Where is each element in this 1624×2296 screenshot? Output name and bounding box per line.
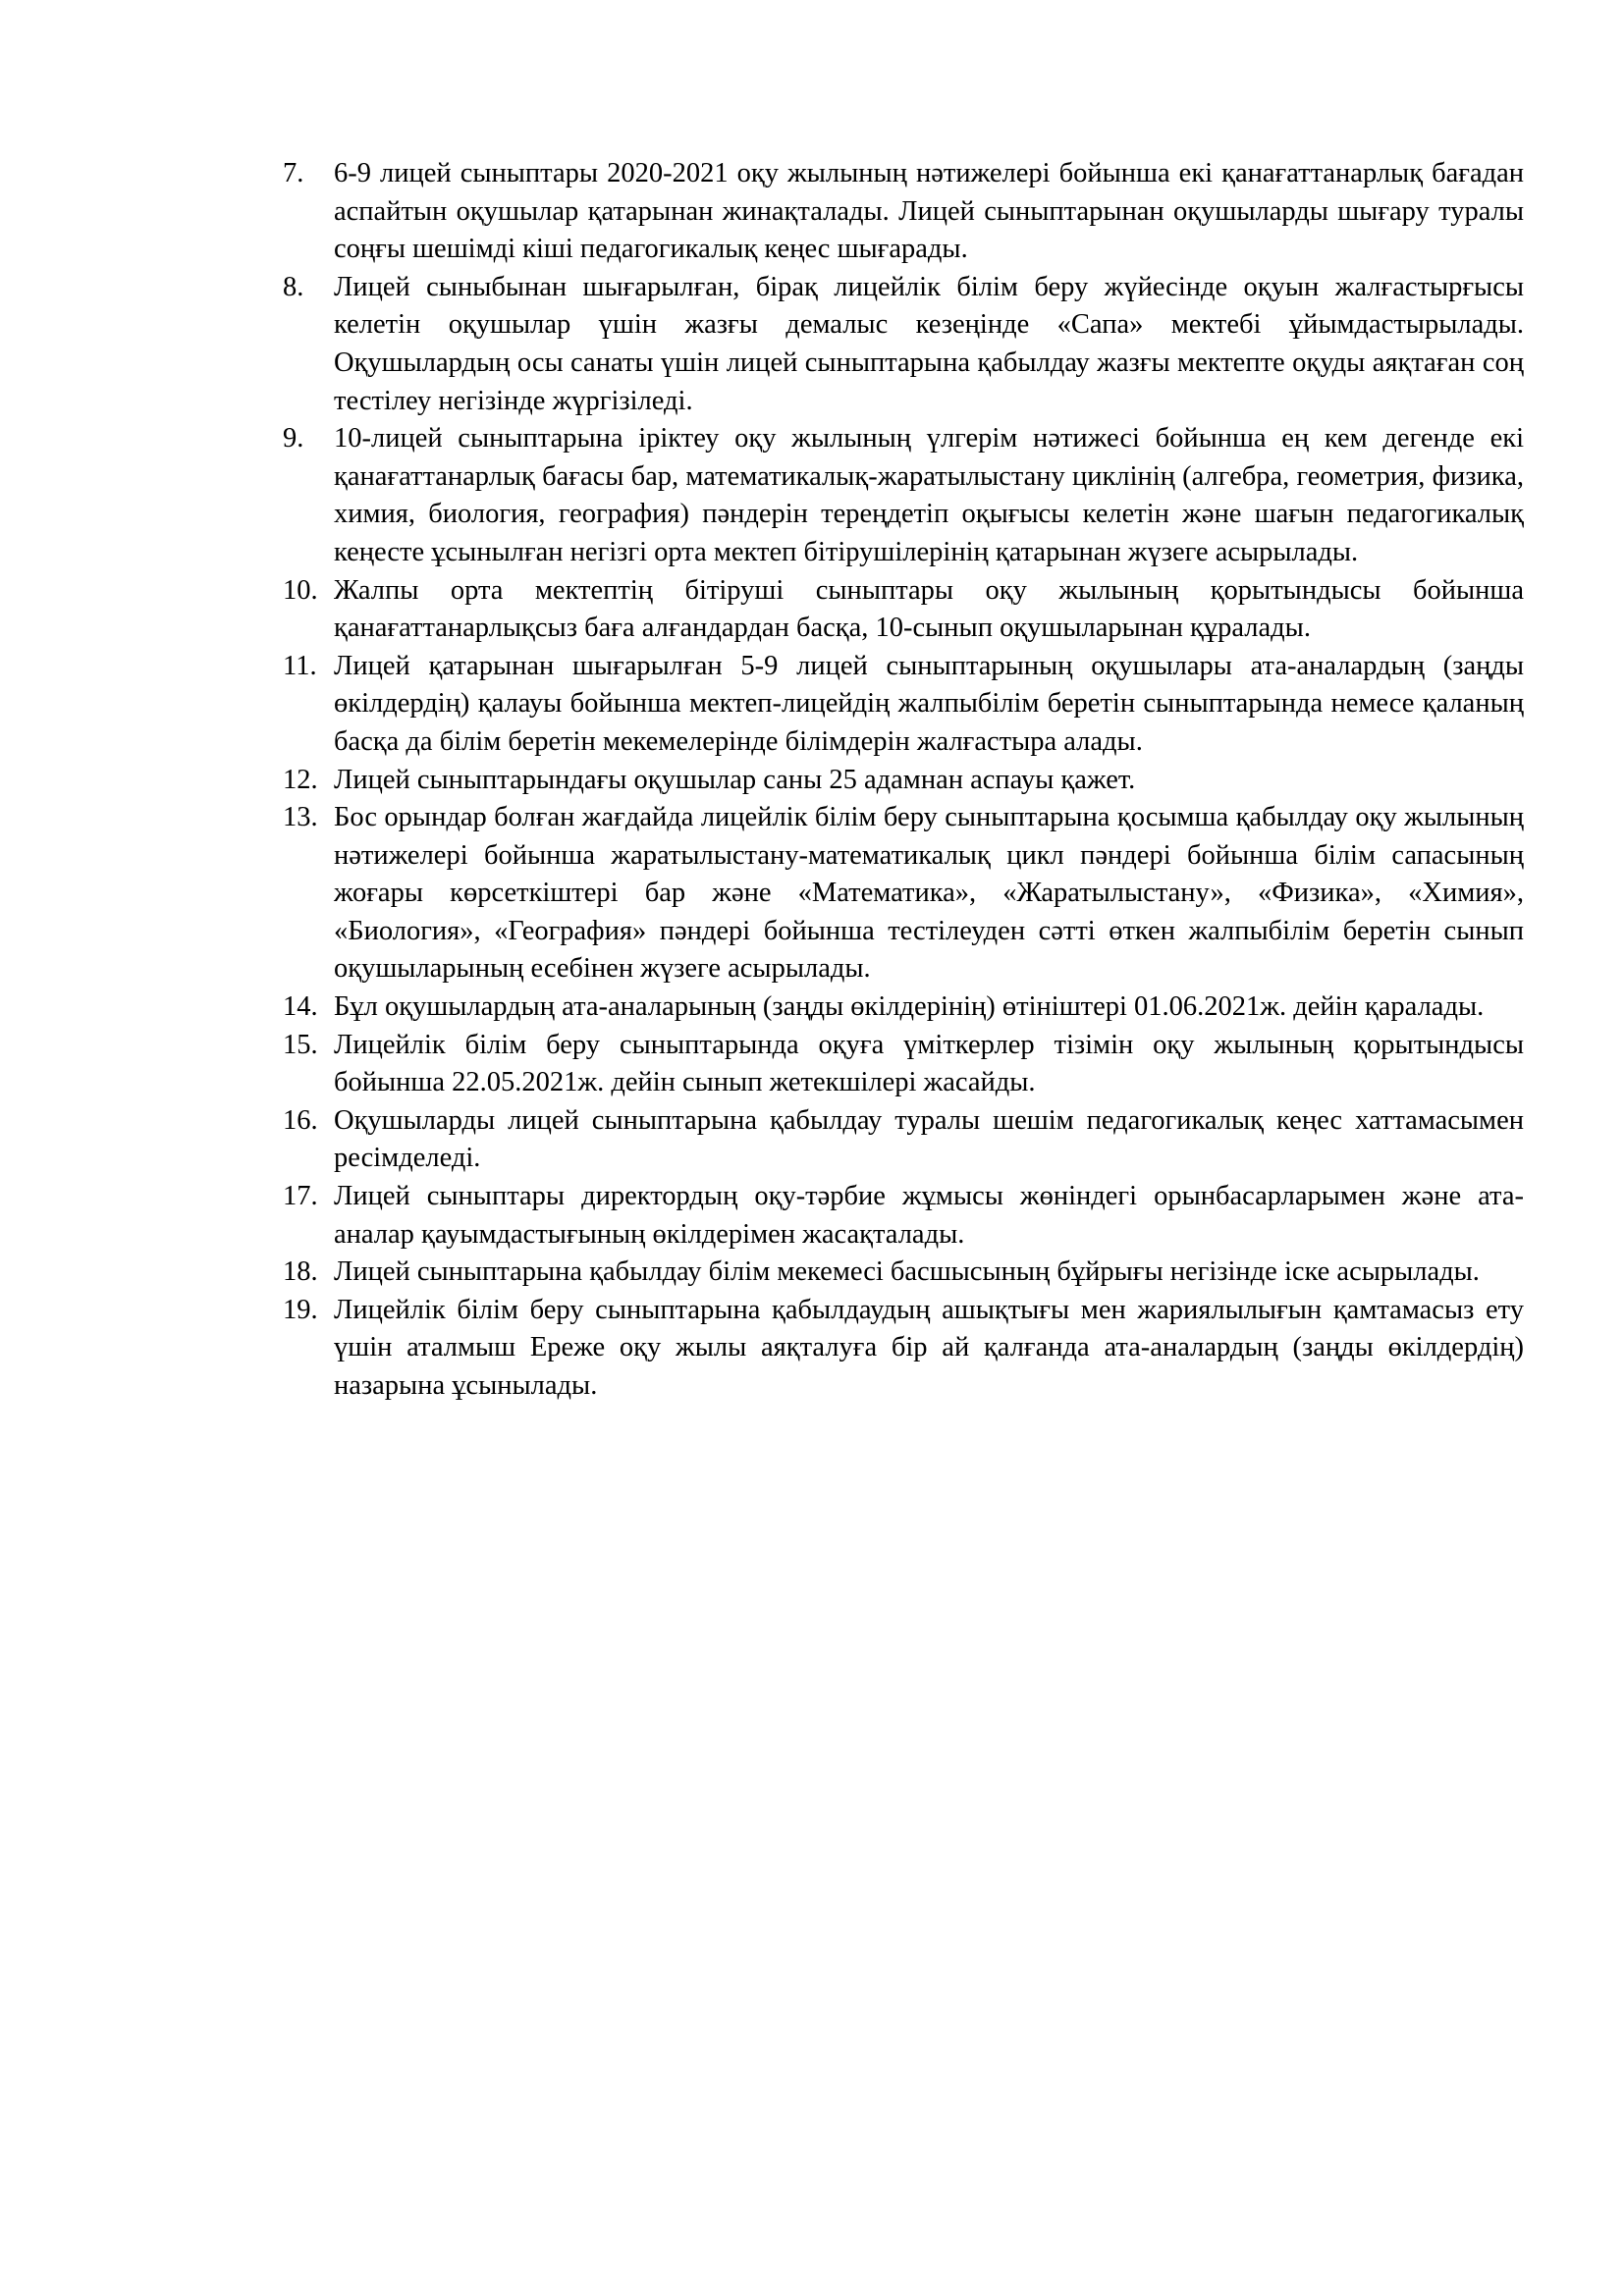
list-item <box>283 269 1524 420</box>
list-item <box>283 155 1524 269</box>
item-text: Бұл оқушылардың ата-аналарының (заңды өкілдерінің) өтініштері 01.06.2021ж. дейін қаралады. <box>334 991 1485 1023</box>
document-page <box>283 155 1524 1406</box>
item-number: 17. <box>283 1181 318 1212</box>
item-text: 10-лицей сыныптарына іріктеу оқу жылының үлгерім нәтижесі бойынша ең кем дегенде екі қанағаттанарлық бағасы бар, математикалық-жаратылыстану циклінің (алгебра, геометрия, физика, химия, биология, география) пәндерін тереңдетіп оқығысы келетін және шағын педагогикалық кеңесте ұсынылған негізгі орта мектеп бітірушілерінің қатарынан жүзеге асырылады. <box>334 423 1524 567</box>
list-item <box>283 1027 1524 1102</box>
item-text: Лицей қатарынан шығарылған 5-9 лицей сыныптарының оқушылары ата-аналардың (заңды өкілдердің) қалауы бойынша мектеп-лицейдің жалпыбілім беретін сыныптарында немесе қаланың басқа да білім беретін мекемелерінде білімдерін жалғастыра алады. <box>334 650 1524 757</box>
item-text: Бос орындар болған жағдайда лицейлік білім беру сыныптарына қосымша қабылдау оқу жылының нәтижелері бойынша жаратылыстану-математикалық цикл пәндері бойынша білім сапасының жоғары көрсеткіштері бар және «Математика», «Жаратылыстану», «Физика», «Химия», «Биология», «География» пәндері бойынша тестілеуден сәтті өткен жалпыбілім беретін сынып оқушыларының есебінен жүзеге асырылады. <box>334 802 1524 985</box>
item-number: 8. <box>283 271 304 302</box>
list-item <box>283 762 1524 800</box>
item-text: Лицей сыныбынан шығарылған, бірақ лицейлік білім беру жүйесінде оқуын жалғастырғысы келетін оқушылар үшін жазғы демалыс кезеңінде «Сапа» мектебі ұйымдастырылады. Оқушылардың осы санаты үшін лицей сыныптарына қабылдау жазғы мектепте оқуды аяқтаған соң тестілеу негізінде жүргізіледі. <box>334 271 1524 416</box>
list-item <box>283 420 1524 571</box>
item-text: Лицей сыныптарына қабылдау білім мекемесі басшысының бұйрығы негізінде іске асырылады. <box>334 1256 1480 1288</box>
item-number: 12. <box>283 764 318 795</box>
list-item <box>283 988 1524 1027</box>
item-number: 7. <box>283 158 304 188</box>
list-item <box>283 1292 1524 1406</box>
item-number: 16. <box>283 1104 318 1136</box>
item-text: Лицейлік білім беру сыныптарында оқуға үміткерлер тізімін оқу жылының қорытындысы бойынша 22.05.2021ж. дейін сынып жетекшілері жасайды. <box>334 1029 1524 1098</box>
item-number: 11. <box>283 650 317 681</box>
item-number: 18. <box>283 1256 318 1288</box>
item-text: Жалпы орта мектептің бітіруші сыныптары оқу жылының қорытындысы бойынша қанағаттанарлықсыз баға алғандардан басқа, 10-сынып оқушыларынан құралады. <box>334 574 1524 644</box>
item-number: 9. <box>283 423 304 454</box>
item-number: 19. <box>283 1294 318 1325</box>
list-item <box>283 1178 1524 1254</box>
item-text: Лицейлік білім беру сыныптарына қабылдаудың ашықтығы мен жариялылығын қамтамасыз ету үшін аталмыш Ереже оқу жылы аяқталуға бір ай қалғанда ата-аналардың (заңды өкілдердің) назарына ұсынылады. <box>334 1294 1524 1401</box>
list-item <box>283 648 1524 762</box>
item-text: 6-9 лицей сыныптары 2020-2021 оқу жылының нәтижелері бойынша екі қанағаттанарлық бағадан аспайтын оқушылар қатарынан жинақталады. Лицей сыныптарынан оқушыларды шығару туралы соңғы шешімді кіші педагогикалық кеңес шығарады. <box>334 158 1524 265</box>
list-item <box>283 1102 1524 1178</box>
item-number: 10. <box>283 574 318 606</box>
item-number: 14. <box>283 991 318 1023</box>
item-text: Лицей сыныптарындағы оқушылар саны 25 адамнан аспауы қажет. <box>334 764 1136 795</box>
list-item <box>283 1254 1524 1292</box>
item-number: 13. <box>283 802 318 833</box>
list-item <box>283 799 1524 988</box>
item-number: 15. <box>283 1029 318 1060</box>
item-text: Оқушыларды лицей сыныптарына қабылдау туралы шешім педагогикалық кеңес хаттамасымен ресімделеді. <box>334 1104 1524 1174</box>
item-text: Лицей сыныптары директордың оқу-тәрбие жұмысы жөніндегі орынбасарларымен және ата-аналар қауымдастығының өкілдерімен жасақталады. <box>334 1181 1524 1250</box>
numbered-list <box>283 155 1524 1406</box>
list-item <box>283 572 1524 648</box>
